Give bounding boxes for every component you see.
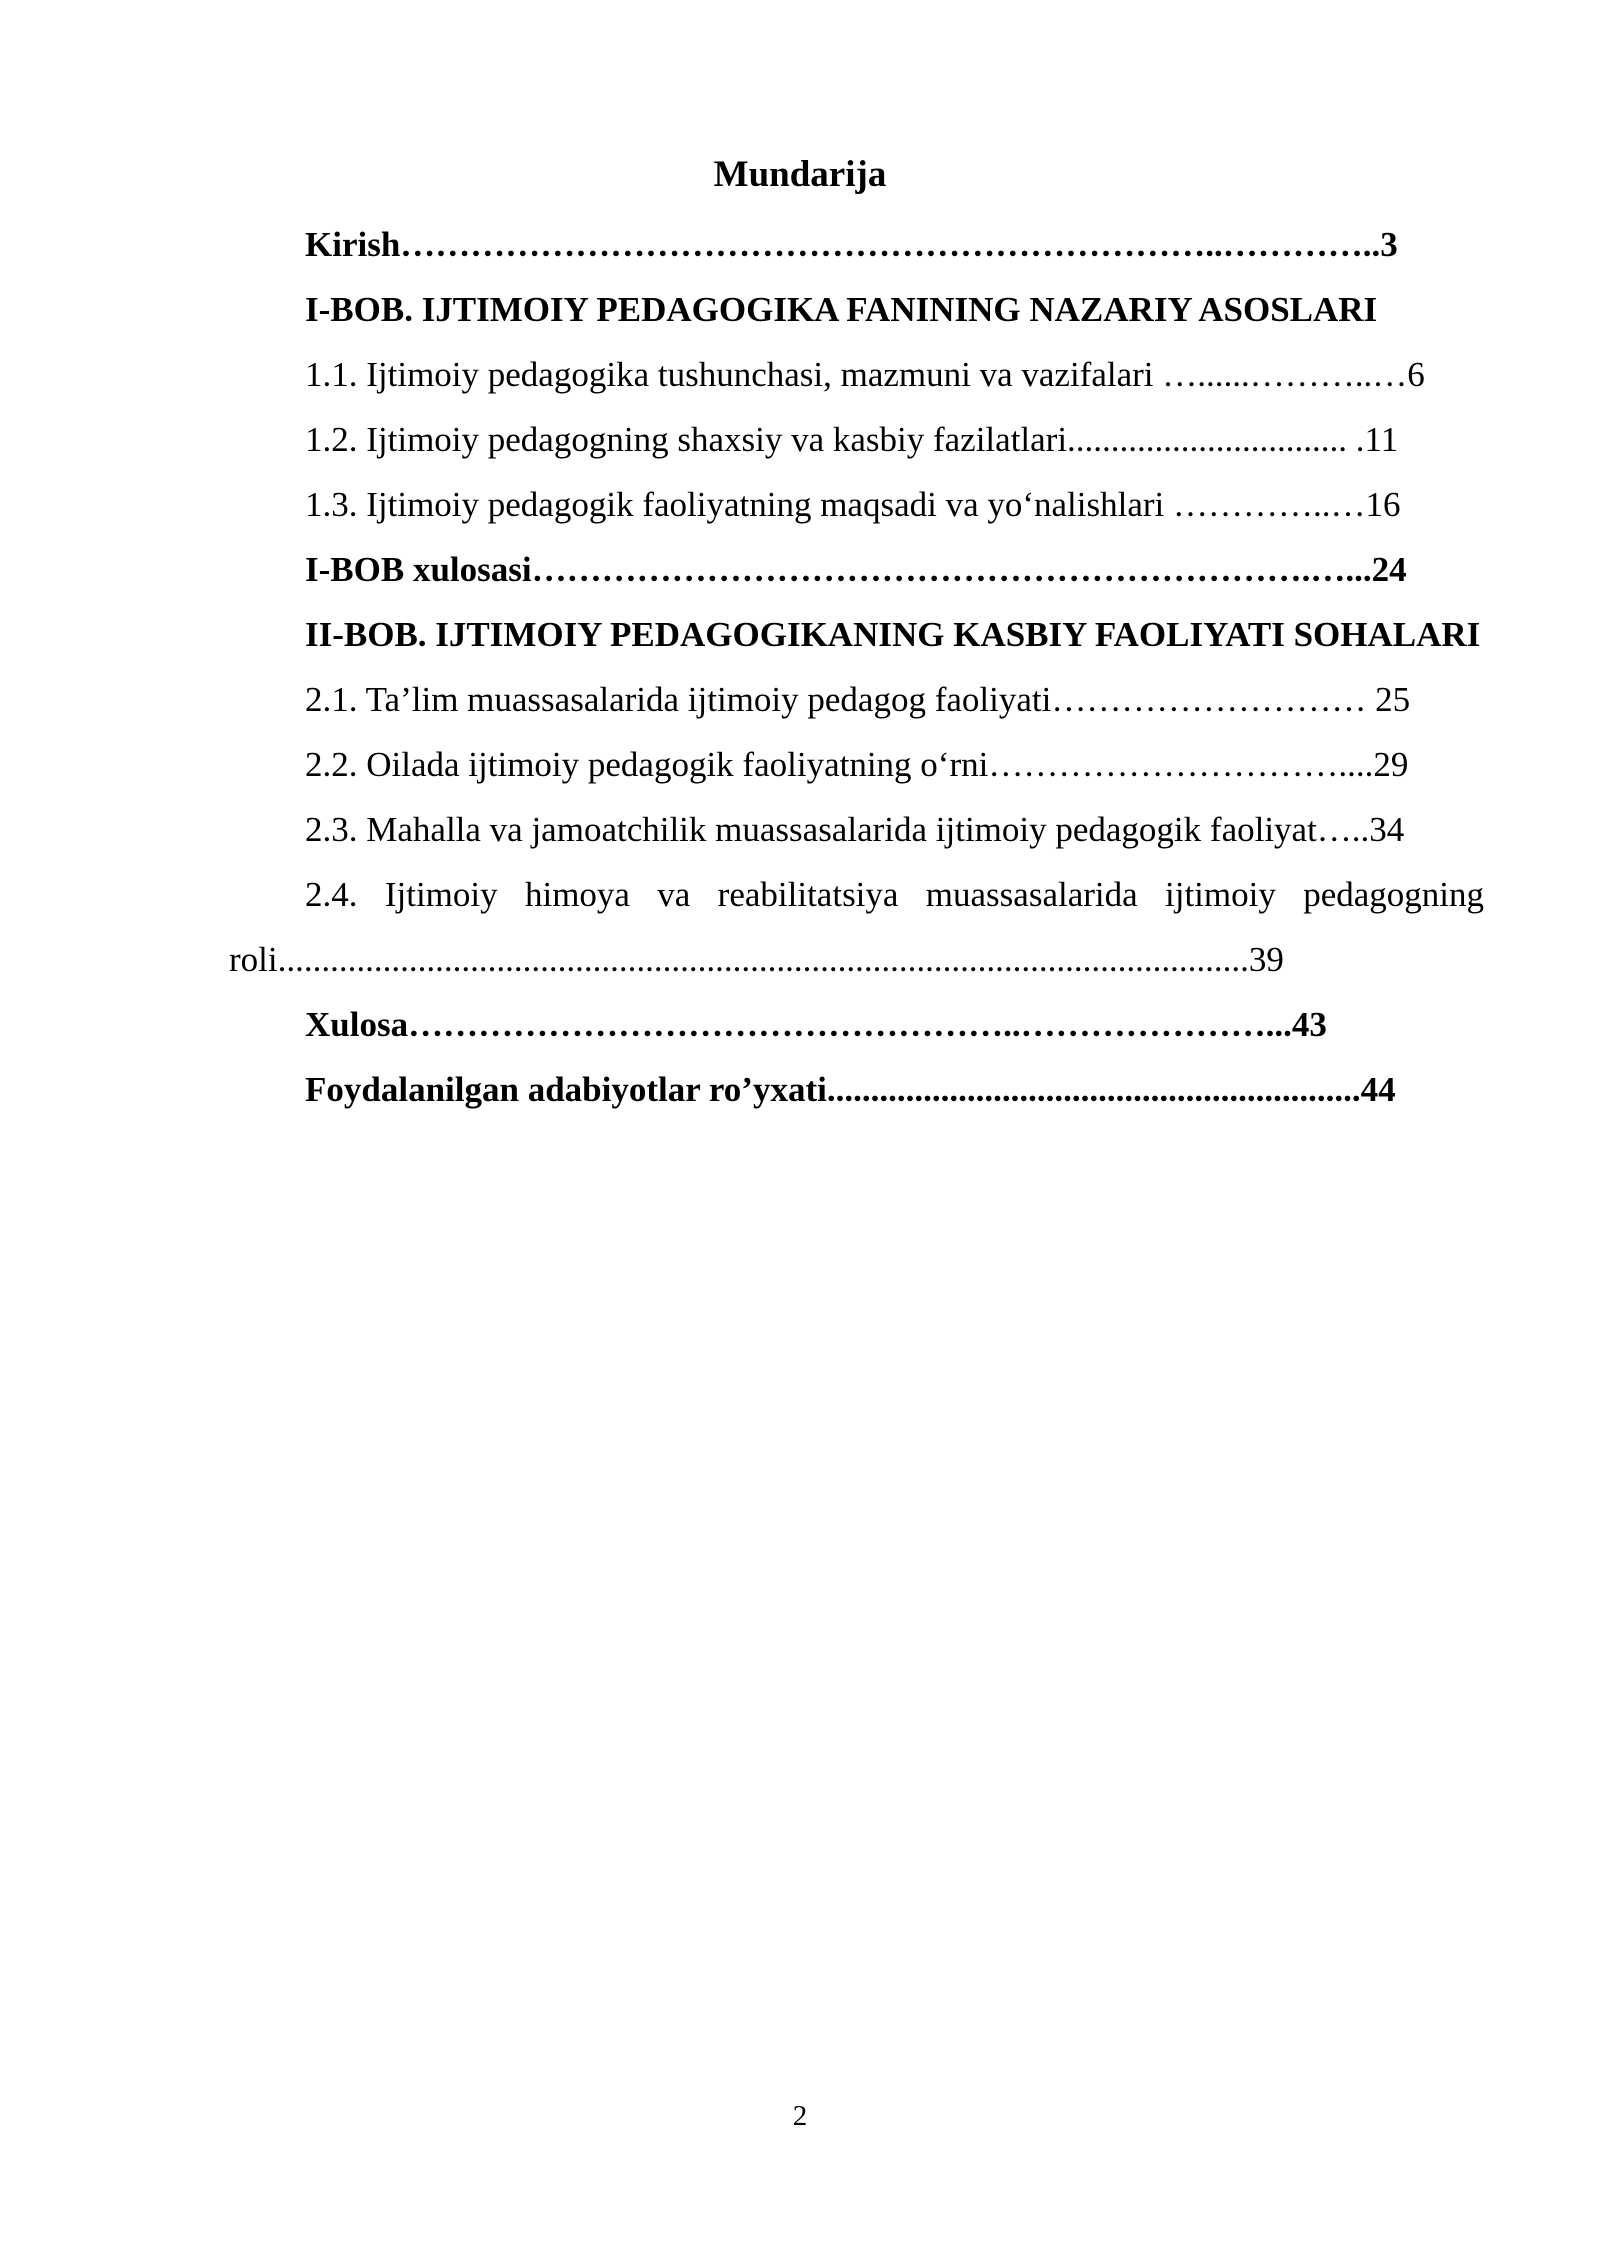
toc-entry-kirish: Kirish……………………………………………………………..…………..3 (305, 225, 1398, 264)
toc-entry-2-2: 2.2. Oilada ijtimoiy pedagogik faoliyatning o‘rni…………………………....29 (305, 745, 1409, 784)
toc-entry-chapter-1-conclusion: I-BOB xulosasi………………………………………………………….…...24 (305, 550, 1407, 589)
toc-entry-1-2: 1.2. Ijtimoiy pedagogning shaxsiy va kasbiy fazilatlari................................ .11 (305, 420, 1399, 459)
toc-entry-2-4: 2.4. Ijtimoiy himoya va reabilitatsiya muassasalarida ijtimoiy pedagogning roli...............................................................................................................39 (229, 875, 1484, 979)
table-of-contents (229, 212, 1484, 1122)
toc-entry-1-3: 1.3. Ijtimoiy pedagogik faoliyatning maqsadi va yo‘nalishlari …………..…16 (305, 485, 1401, 524)
toc-entry-references: Foydalanilgan adabiyotlar ro’yxati.............................................................44 (305, 1070, 1396, 1109)
toc-entry-2-1: 2.1. Ta’lim muassasalarida ijtimoiy pedagog faoliyati……………………… 25 (305, 680, 1411, 719)
toc-chapter-1-heading: I-BOB. IJTIMOIY PEDAGOGIKA FANINING NAZARIY ASOSLARI (305, 290, 1378, 329)
page-number: 2 (792, 2100, 808, 2132)
toc-entry-2-3: 2.3. Mahalla va jamoatchilik muassasalarida ijtimoiy pedagogik faoliyat…..34 (305, 810, 1405, 849)
toc-entry-xulosa: Xulosa……………………………………………..…………………...43 (305, 1005, 1327, 1044)
toc-entry-1-1: 1.1. Ijtimoiy pedagogika tushunchasi, mazmuni va vazifalari …......………..…6 (305, 355, 1425, 394)
toc-chapter-2-heading: II-BOB. IJTIMOIY PEDAGOGIKANING KASBIY FAOLIYATI SOHALARI (305, 615, 1481, 654)
page-title: Mundarija (713, 154, 887, 195)
